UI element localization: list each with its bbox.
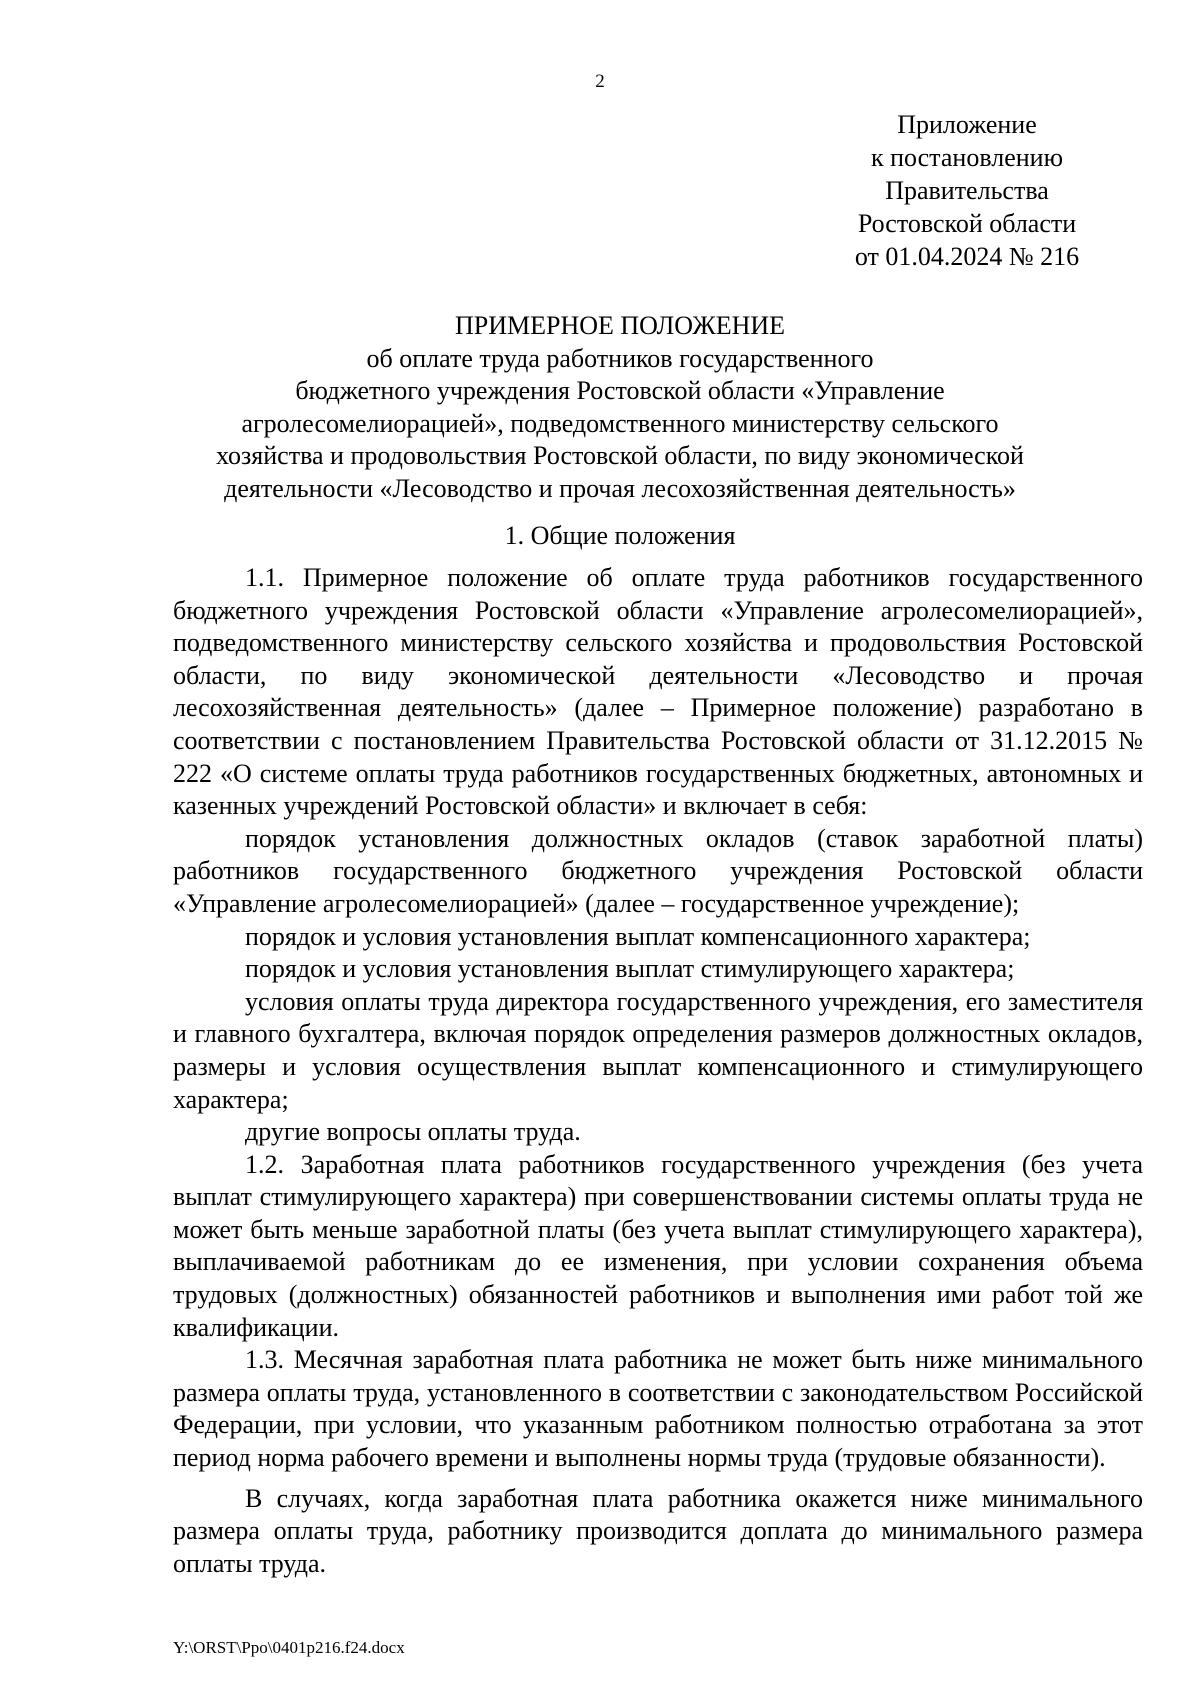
title-line: агролесомелиорацией», подведомственного министерству сельского: [241, 408, 999, 438]
appendix-line: Правительства: [885, 176, 1049, 205]
title-heading: ПРИМЕРНОЕ ПОЛОЖЕНИЕ: [454, 311, 786, 340]
paragraph: условия оплаты труда директора государственного учреждения, его заместителя и главного бухгалтера, включая порядок определения размеров должностных окладов, размеры и условия осуществления выплат компенсационного и стимулирующего характера;: [173, 986, 1143, 1114]
footer-file-path: Y:\ORST\Ppo\0401p216.f24.docx: [173, 1638, 405, 1657]
paragraph: 1.1. Примерное положение об оплате труда работников государственного бюджетного учреждения Ростовской области «Управление агролесомелиорацией», подведомственного министерству сельского хозяйства и продовольствия Ростовской области, по виду экономической деятельности «Лесоводство и прочая лесохозяйственная деятельность» (далее – Примерное положение) разработано в соответствии с постановлением Правительства Ростовской области от 31.12.2015 № 222 «О системе оплаты труда работников государственных бюджетных, автономных и казенных учреждений Ростовской области» и включает в себя:: [173, 563, 1143, 821]
page-number: 2: [595, 71, 605, 92]
section-heading: 1. Общие положения: [504, 521, 736, 550]
appendix-block: [822, 108, 1112, 273]
section-body: [173, 562, 1143, 1580]
title-line: об оплате труда работников государственного: [366, 343, 874, 373]
paragraph: порядок и условия установления выплат компенсационного характера;: [245, 921, 1031, 951]
title-line: хозяйства и продовольствия Ростовской области, по виду экономической: [216, 441, 1024, 471]
appendix-line: Приложение: [897, 110, 1037, 139]
paragraph: 1.2. Заработная плата работников государственного учреждения (без учета выплат стимулирующего характера) при совершенствовании системы оплаты труда не может быть меньше заработной платы (без учета выплат стимулирующего характера), выплачиваемой работникам до ее изменения, при условии сохранения объема трудовых (должностных) обязанностей работников и выполнения ими работ той же квалификации.: [173, 1149, 1143, 1342]
paragraph: порядок и условия установления выплат стимулирующего характера;: [245, 954, 1015, 984]
title-line: деятельности «Лесоводство и прочая лесохозяйственная деятельность»: [224, 473, 1016, 503]
document-title: [170, 310, 1070, 506]
appendix-line: к постановлению: [870, 143, 1064, 172]
paragraph: В случаях, когда заработная плата работника окажется ниже минимального размера оплаты труда, работнику производится доплата до минимального размера оплаты труда.: [173, 1483, 1143, 1578]
paragraph: другие вопросы оплаты труда.: [245, 1117, 581, 1147]
paragraph: 1.3. Месячная заработная плата работника не может быть ниже минимального размера оплаты труда, установленного в соответствии с законодательством Российской Федерации, при условии, что указанным работником полностью отработана за этот период норма рабочего времени и выполнены нормы труда (трудовые обязанности).: [173, 1345, 1143, 1473]
appendix-line: от 01.04.2024 № 216: [854, 242, 1080, 271]
title-line: бюджетного учреждения Ростовской области «Управление: [295, 376, 945, 406]
paragraph: порядок установления должностных окладов (ставок заработной платы) работников государственного бюджетного учреждения Ростовской области «Управление агролесомелиорацией» (далее – государственное учреждение);: [173, 823, 1143, 918]
appendix-line: Ростовской области: [857, 209, 1077, 238]
